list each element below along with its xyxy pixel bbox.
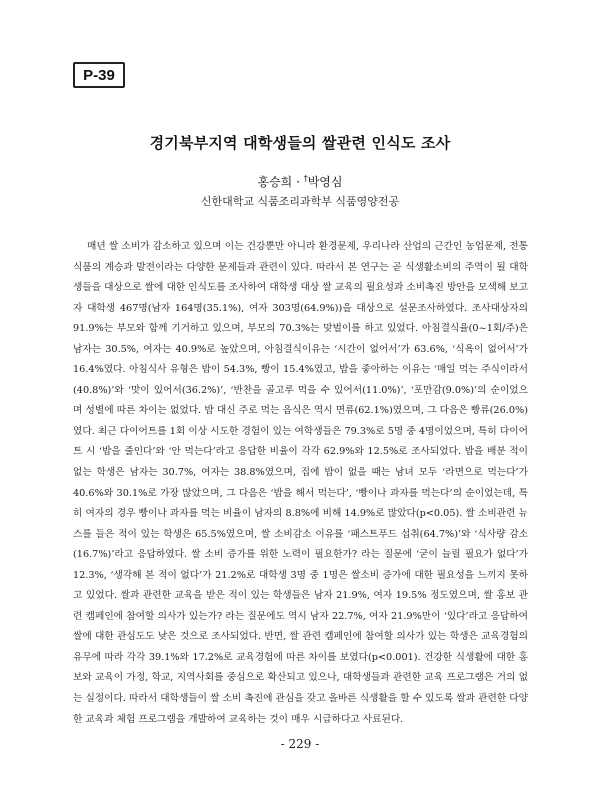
corresponding-author-mark: † bbox=[303, 174, 308, 183]
abstract-body bbox=[73, 237, 528, 730]
paper-title: 경기북부지역 대학생들의 쌀관련 인식도 조사 bbox=[149, 134, 451, 152]
abstract-paragraph: 매년 쌀 소비가 감소하고 있으며 이는 건강뿐만 아니라 환경문제, 우리나라 산업의 근간인 농업문제, 전통식품의 계승과 발전이라는 다양한 문제들과 관련이 있다. 따라서 본 연구는 곧 식생활소비의 주역이 될 대학생들을 대상으로 쌀에 대한 인식도를 조사하여 대학생 대상 쌀 교육의 필요성과 소비촉진 방안을 모색해 보고자 대학생 467명(남자 164명(35.1%), 여자 303명(64.9%))을 대상으로 설문조사하였다. 조사대상자의 91.9%는 부모와 함께 기거하고 있으며, 부모의 70.3%는 맞벌이를 하고 있었다. 아침결식율(0~1회/주)은 남자는 30.5%, 여자는 40.9%로 높았으며, 아침결식이유는 ‘시간이 없어서’가 63.6%, ‘식욕이 없어서’가 16.4%였다. 아침식사 유형은 밥이 54.3%, 빵이 15.4%였고, 밥을 좋아하는 이유는 ‘매일 먹는 주식이라서(40.8%)’와 ‘맛이 있어서(36.2%)’, ‘반찬을 골고루 먹을 수 있어서(11.0%)’, ‘포만감(9.0%)’의 순이었으며 성별에 따른 차이는 없었다. 밥 대신 주로 먹는 음식은 역시 면류(62.1%)였으며, 그 다음은 빵류(26.0%)였다. 최근 다이어트를 1회 이상 시도한 경험이 있는 여학생들은 79.3%로 5명 중 4명이었으며, 특히 다이어트 시 ‘밥을 줄인다’와 ‘안 먹는다’라고 응답한 비율이 각각 62.9%와 12.5%로 조사되었다. 밥을 배분 적이 없는 학생은 남자는 30.7%, 여자는 38.8%였으며, 집에 밥이 없을 때는 남녀 모두 ‘라면으로 먹는다’가 40.6%와 30.1%로 가장 많았으며, 그 다음은 ‘밥을 해서 먹는다’, ‘빵이나 과자를 먹는다’의 순이었는데, 특히 여자의 경우 빵이나 과자를 먹는 비율이 남자의 8.8%에 비해 14.9%로 많았다(p<0.05). 쌀 소비관련 뉴스를 들은 적이 있는 학생은 65.5%였으며, 쌀 소비감소 이유를 ‘패스트푸드 섭취(64.7%)’와 ‘식사량 감소(16.7%)’라고 응답하였다. 쌀 소비 증가를 위한 노력이 필요한가? 라는 질문에 ‘굳이 늘릴 필요가 없다’가 12.3%, ‘생각해 본 적이 없다’가 21.2%로 대학생 3명 중 1명은 쌀소비 증가에 대한 필요성을 느끼지 못하고 있었다. 쌀과 관련한 교육을 받은 적이 있는 학생들은 남자 21.9%, 여자 19.5% 정도였으며, 쌀 홍보 관련 캠페인에 참여할 의사가 있는가? 라는 질문에도 역시 남자 22.7%, 여자 21.9%만이 ‘있다’라고 응답하여 쌀에 대한 관심도도 낮은 것으로 조사되었다. 반면, 쌀 관련 캠페인에 참여할 의사가 있는 학생은 교육경험의 유무에 따라 각각 39.1%와 17.2%로 교육경험에 따른 차이를 보였다(p<0.001). 건강한 식생활에 대한 홍보와 교육이 가정, 학교, 지역사회를 중심으로 확산되고 있으나, 대학생들과 관련한 교육 프로그램은 거의 없는 실정이다. 따라서 대학생들이 쌀 소비 촉진에 관심을 갖고 올바른 식생활을 할 수 있도록 쌀과 관련한 다양한 교육과 체험 프로그램을 개발하여 교육하는 것이 매우 시급하다고 사료된다. bbox=[73, 241, 528, 725]
abstract-number-badge: P-39 bbox=[73, 62, 125, 88]
author-corresponding: 박영심 bbox=[307, 175, 343, 189]
author-line bbox=[0, 173, 600, 190]
page-number: - 229 - bbox=[280, 737, 320, 751]
author-affiliation: 신한대학교 식품조리과학부 식품영양전공 bbox=[200, 195, 400, 208]
author-separator: · bbox=[292, 175, 304, 189]
author-first: 홍승희 bbox=[257, 175, 293, 189]
